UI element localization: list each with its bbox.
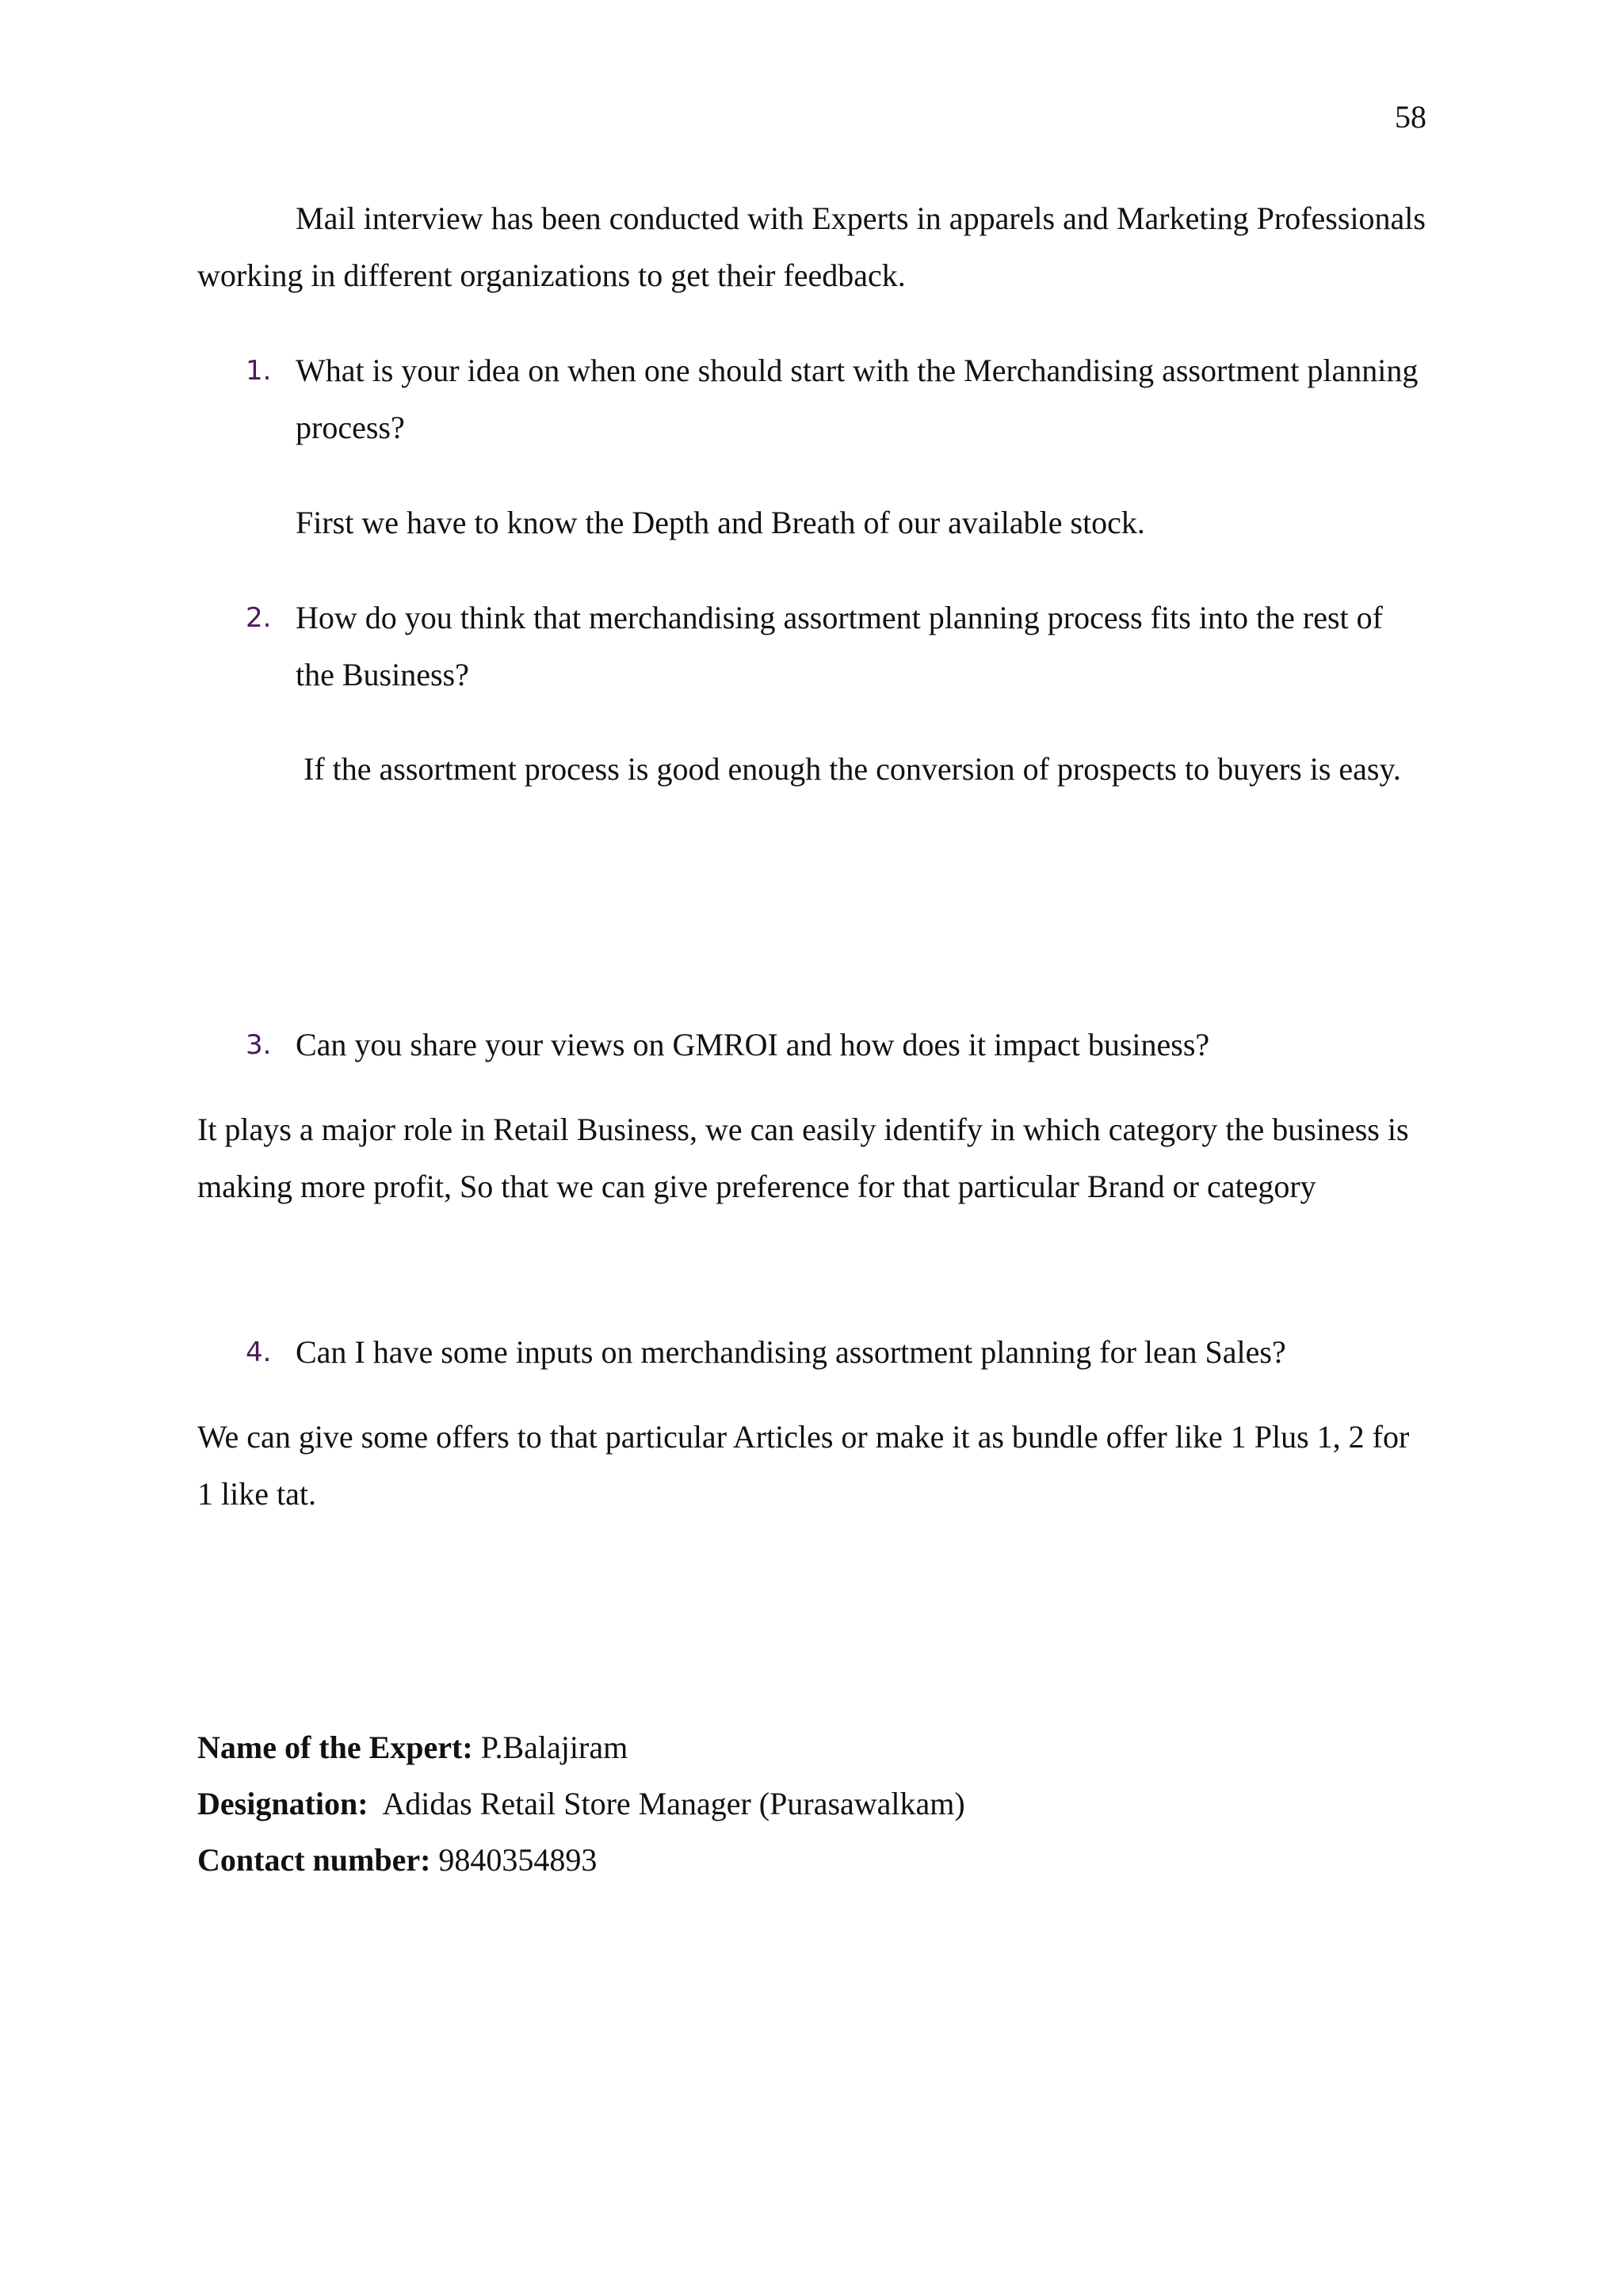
- question-item: [197, 1324, 1426, 1381]
- question-item: [197, 589, 1426, 704]
- expert-contact-line: [197, 1832, 597, 1889]
- answer-text: If the assortment process is good enough the conversion of prospects to buyers is easy.: [296, 751, 1401, 787]
- page-number: 58: [1395, 99, 1426, 135]
- question-number: 4.: [246, 1337, 272, 1368]
- expert-name-label: Name of the Expert:: [197, 1730, 473, 1765]
- expert-designation-line: [197, 1775, 965, 1833]
- intro-paragraph: Mail interview has been conducted with Experts in apparels and Marketing Professionals working in different organizations to get their feedback.: [197, 200, 1426, 293]
- expert-designation-label: Designation:: [197, 1786, 369, 1821]
- question-text: What is your idea on when one should start with the Merchandising assortment planning process?: [296, 353, 1419, 445]
- question-number: 1.: [246, 355, 272, 387]
- question-number: 2.: [246, 602, 272, 634]
- question-text: How do you think that merchandising assortment planning process fits into the rest of the Business?: [296, 600, 1383, 692]
- answer-text: First we have to know the Depth and Breath of our available stock.: [296, 505, 1145, 540]
- question-number: 3.: [246, 1029, 272, 1061]
- question-text: Can you share your views on GMROI and how does it impact business?: [296, 1027, 1210, 1062]
- expert-contact-label: Contact number:: [197, 1842, 431, 1878]
- answer-text: We can give some offers to that particular Articles or make it as bundle offer like 1 Plus 1, 2 for 1 like tat.: [197, 1419, 1410, 1512]
- expert-contact-value: 9840354893: [430, 1842, 598, 1878]
- expert-name-line: [197, 1719, 628, 1776]
- question-item: [197, 1016, 1426, 1074]
- question-text: Can I have some inputs on merchandising assortment planning for lean Sales?: [296, 1334, 1286, 1370]
- expert-name-value: P.Balajiram: [472, 1730, 628, 1765]
- answer-text: It plays a major role in Retail Business, we can easily identify in which category the business is making more profit, So that we can give preference for that particular Brand or category: [197, 1112, 1409, 1204]
- question-item: [197, 342, 1426, 456]
- expert-designation-value: Adidas Retail Store Manager (Purasawalkam): [368, 1786, 965, 1821]
